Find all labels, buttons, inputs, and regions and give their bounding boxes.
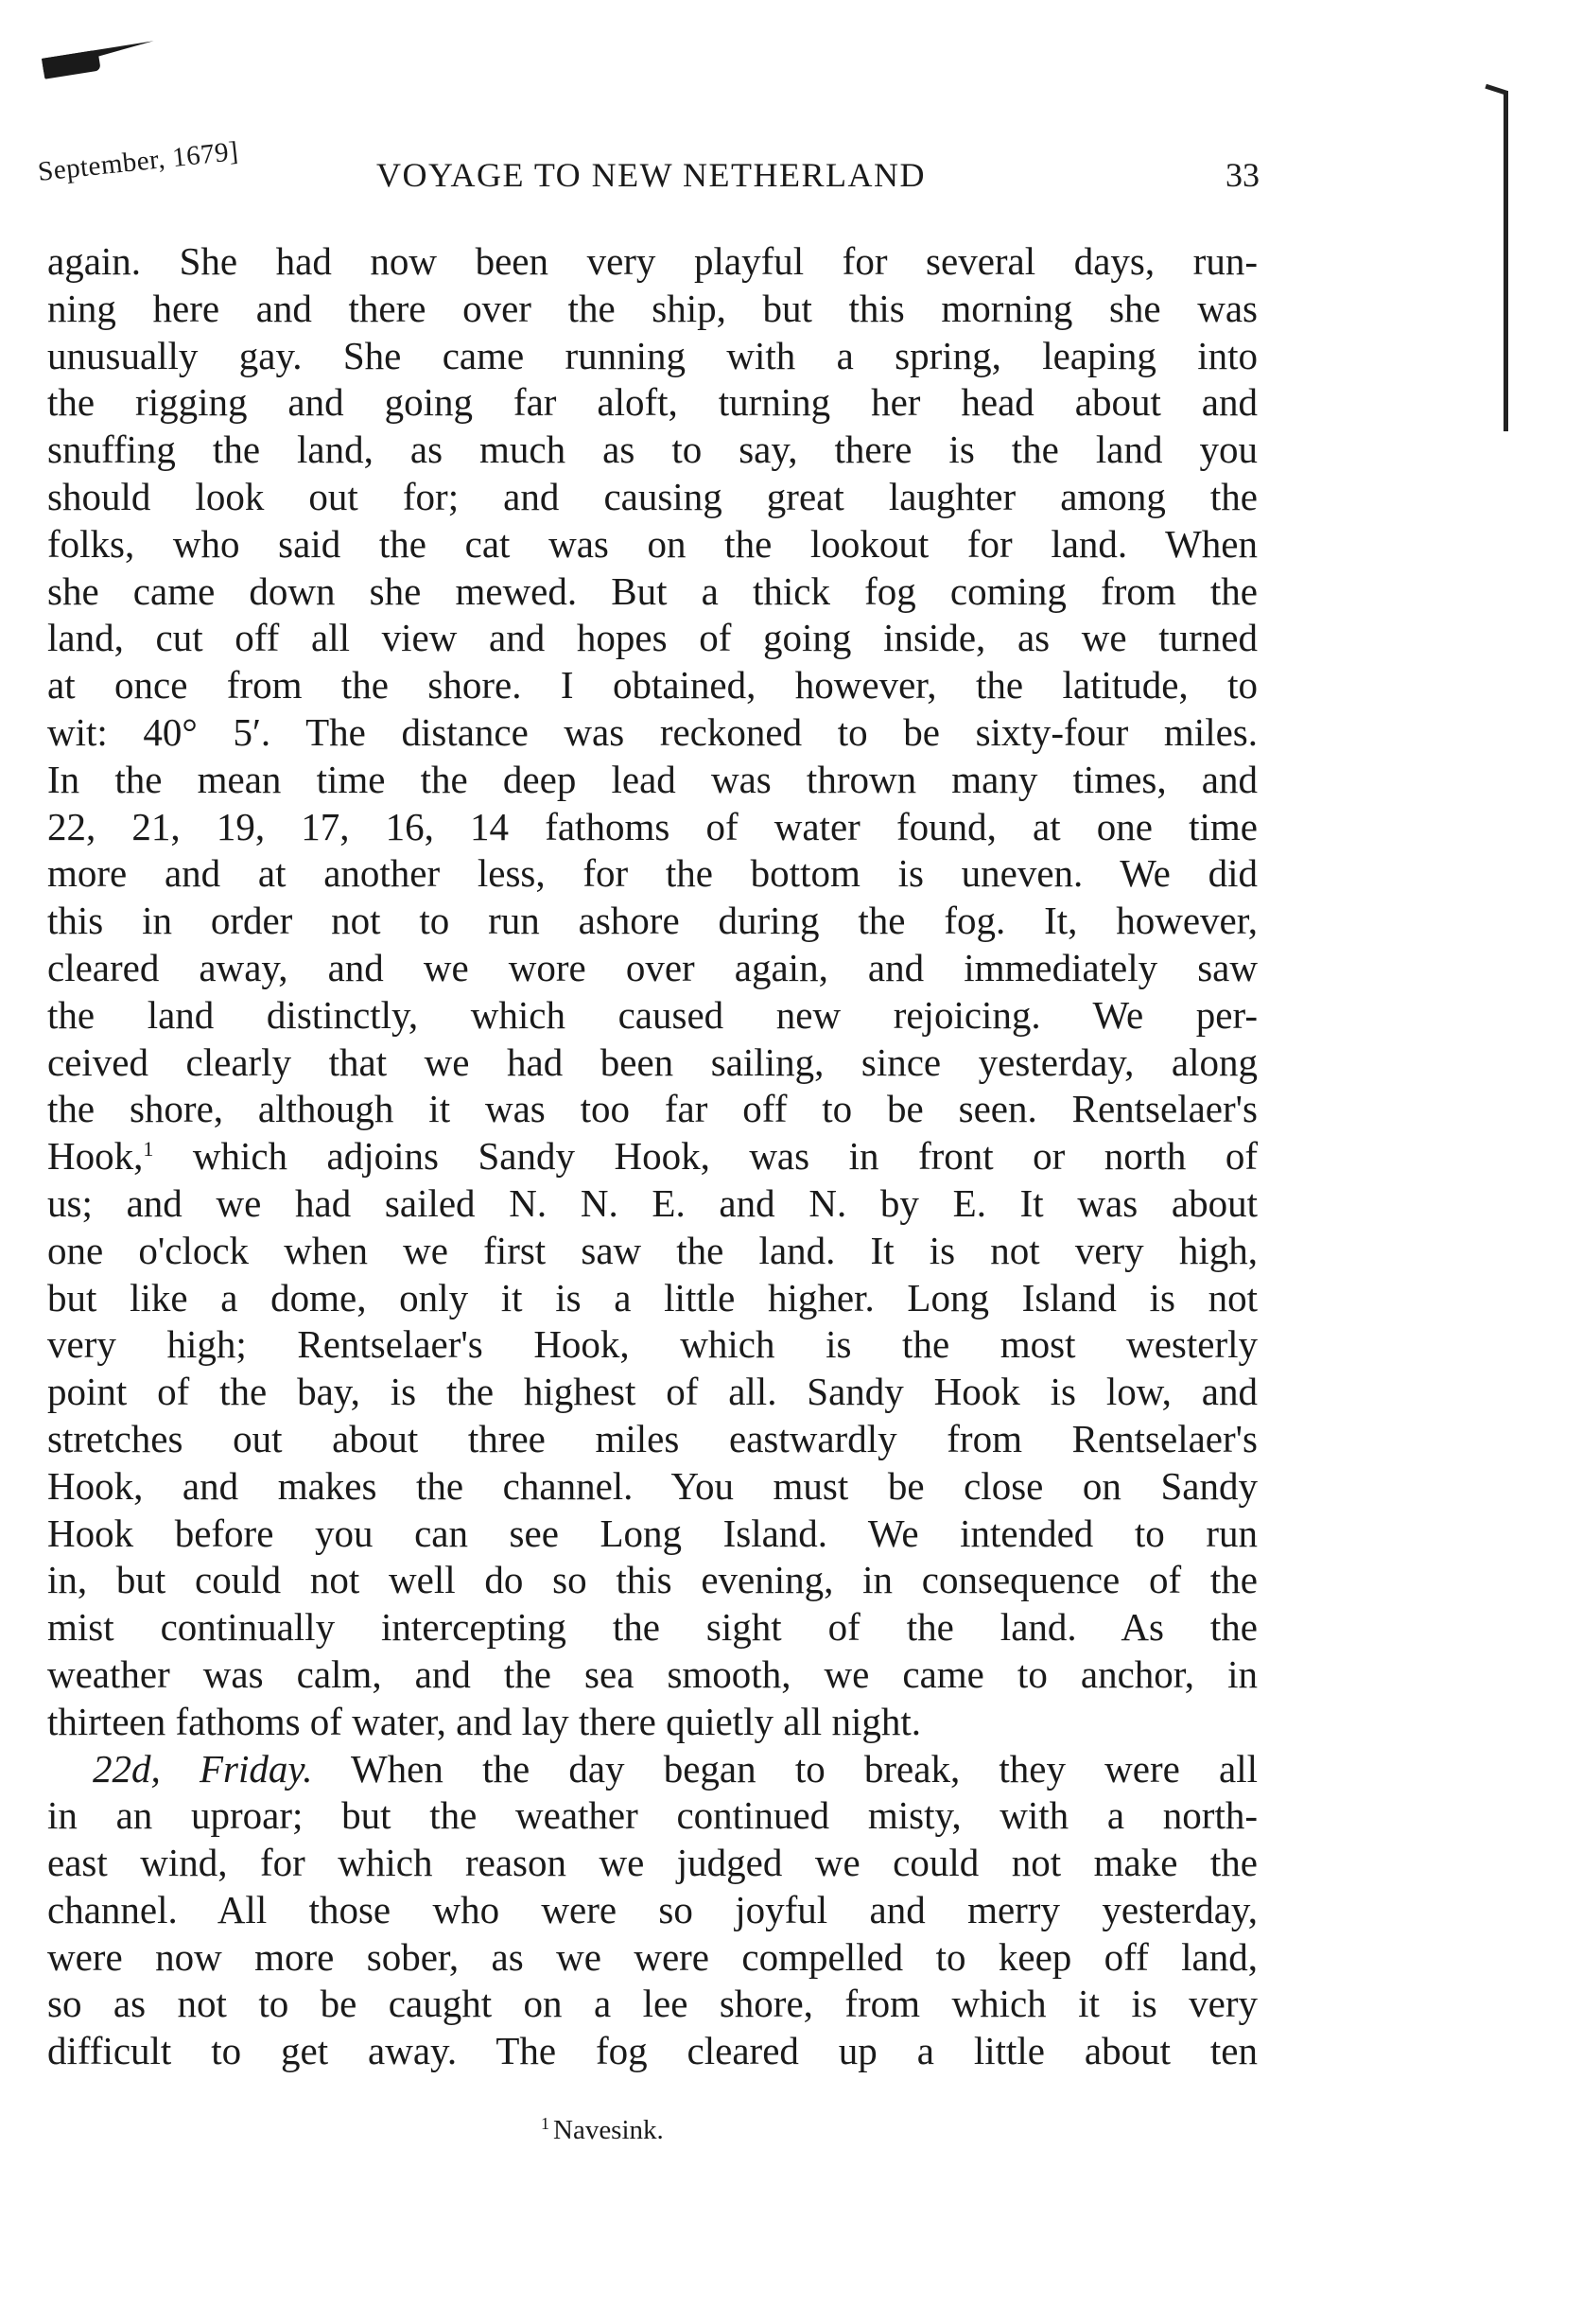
text-line: thirteen fathoms of water, and lay there quietly all night. <box>47 1699 921 1743</box>
footnote-text: Navesink. <box>553 2115 664 2145</box>
text-line: were now more sober, as we were compelled to keep off land, <box>47 1934 1258 1979</box>
text-line: in an uproar; but the weather continued misty, with a north- <box>47 1793 1258 1838</box>
text-line: channel. All those who were so joyful and merry yesterday, <box>47 1887 1258 1931</box>
text-line-dated <box>47 1746 1258 1793</box>
scan-artifact-right-edge <box>1504 91 1508 431</box>
text-line: Hook, and makes the channel. You must be close on Sandy <box>47 1463 1258 1508</box>
text-line: cleared away, and we wore over again, and immediately saw <box>47 945 1258 989</box>
text-line: us; and we had sailed N. N. E. and N. by E. It was about <box>47 1180 1258 1225</box>
footnote-marker: 1 <box>541 2114 549 2133</box>
footnote-reference: 1 <box>143 1137 154 1162</box>
text-line: this in order not to run ashore during the fog. It, however, <box>47 899 1258 943</box>
text-line: should look out for; and causing great laughter among the <box>47 474 1258 518</box>
text-line: the land distinctly, which caused new rejoicing. We per- <box>47 992 1258 1037</box>
text-line: land, cut off all view and hopes of going inside, as we turned <box>47 616 1258 660</box>
text-line: but like a dome, only it is a little higher. Long Island is not <box>47 1275 1258 1319</box>
text-line: folks, who said the cat was on the lookout for land. When <box>47 521 1258 566</box>
hook-word: Hook, <box>47 1134 144 1179</box>
text-line: difficult to get away. The fog cleared up a little about ten <box>47 2029 1258 2073</box>
text-line: In the mean time the deep lead was thrown many times, and <box>47 757 1258 801</box>
running-head-title: VOYAGE TO NEW NETHERLAND <box>376 156 926 194</box>
page-number: 33 <box>1226 156 1260 194</box>
text-line: 22, 21, 19, 17, 16, 14 fathoms of water found, at one time <box>47 804 1258 848</box>
text-line: she came down she mewed. But a thick fog coming from the <box>47 568 1258 613</box>
running-head-date: September, 1679] <box>36 135 240 188</box>
hook-line-rest: which adjoins Sandy Hook, was in front or north of <box>192 1134 1258 1179</box>
text-line: ning here and there over the ship, but this morning she was <box>47 286 1258 330</box>
scan-artifact-top-left <box>42 41 156 72</box>
text-line-hook <box>47 1133 1258 1180</box>
text-line: more and at another less, for the bottom is uneven. We did <box>47 851 1258 896</box>
text-line: in, but could not well do so this evening, in consequence of the <box>47 1558 1258 1602</box>
text-line: the shore, although it was too far off to be seen. Rentselaer's <box>47 1087 1258 1131</box>
text-line: Hook before you can see Long Island. We intended to run <box>47 1511 1258 1555</box>
entry-date: 22d, Friday. <box>93 1746 313 1791</box>
text-line: unusually gay. She came running with a spring, leaping into <box>47 333 1258 377</box>
entry-line-rest: When the day began to break, they were all <box>350 1746 1259 1791</box>
text-line: again. She had now been very playful for several days, run- <box>47 239 1258 283</box>
text-line: so as not to be caught on a lee shore, from which it is very <box>47 1982 1258 2026</box>
text-line: mist continually intercepting the sight of the land. As the <box>47 1605 1258 1650</box>
text-line: one o'clock when we first saw the land. It is not very high, <box>47 1228 1258 1272</box>
text-line: point of the bay, is the highest of all. Sandy Hook is low, and <box>47 1370 1258 1414</box>
text-line: at once from the shore. I obtained, however, the latitude, to <box>47 663 1258 708</box>
text-line: ceived clearly that we had been sailing, since yesterday, along <box>47 1040 1258 1084</box>
text-line: the rigging and going far aloft, turning her head about and <box>47 380 1258 425</box>
text-line: very high; Rentselaer's Hook, which is the most westerly <box>47 1322 1258 1367</box>
text-line: east wind, for which reason we judged we could not make the <box>47 1841 1258 1885</box>
text-line: snuffing the land, as much as to say, there is the land you <box>47 428 1258 472</box>
text-line: stretches out about three miles eastwardly from Rentselaer's <box>47 1416 1258 1460</box>
running-head <box>36 135 1260 202</box>
body-text <box>47 238 1258 2075</box>
text-line: wit: 40° 5′. The distance was reckoned to be sixty-four miles. <box>47 709 1258 754</box>
text-line: weather was calm, and the sea smooth, we came to anchor, in <box>47 1651 1258 1696</box>
footnote <box>541 2115 664 2146</box>
